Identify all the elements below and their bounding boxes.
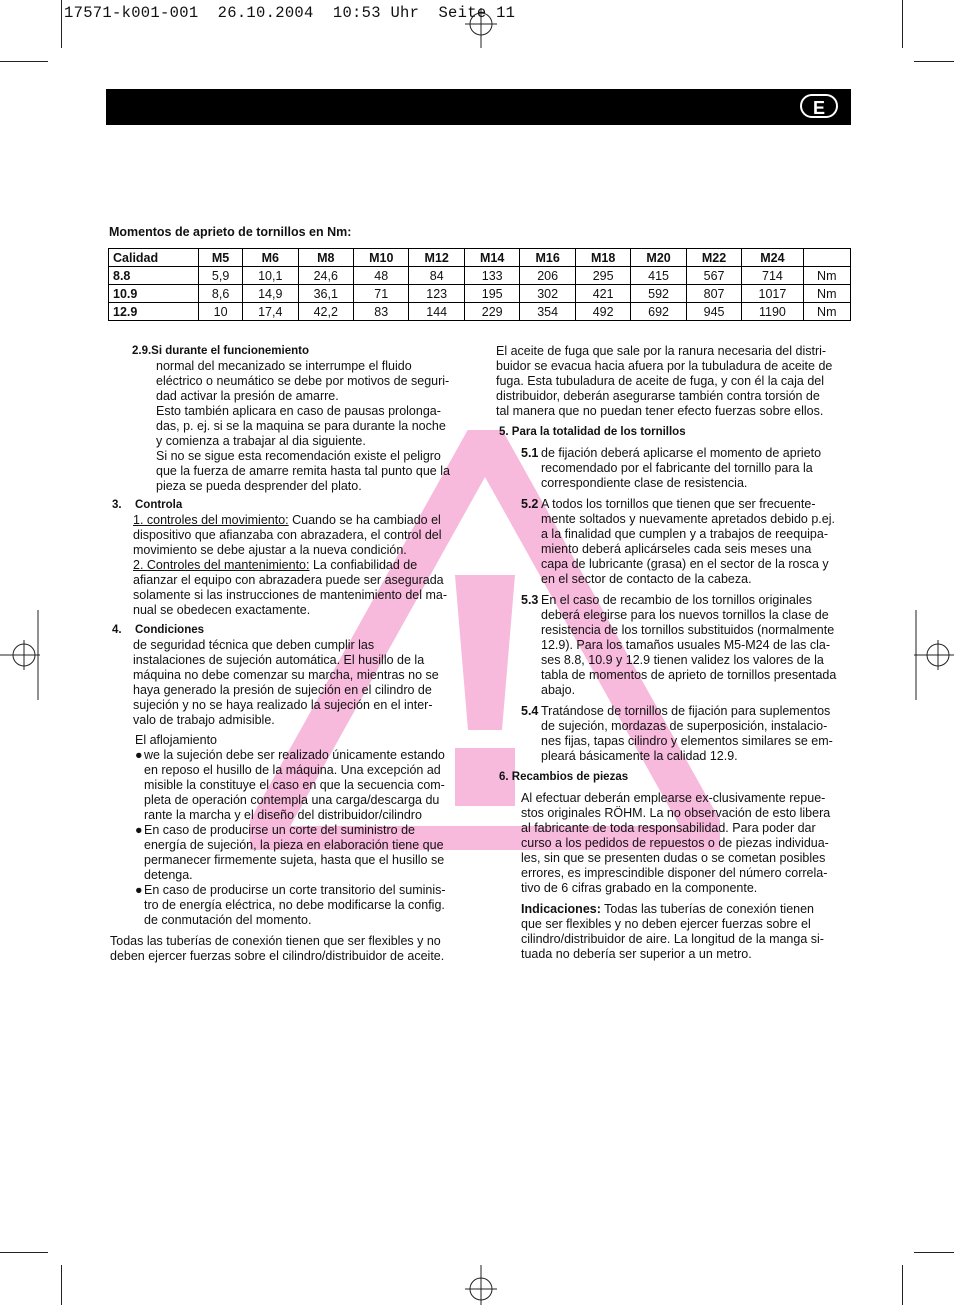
table-cell: 10: [199, 303, 243, 321]
text-line: correspondiente clase de resistencia.: [541, 476, 748, 490]
text-line: de fijación deberá aplicarse el momento de aprieto: [541, 446, 822, 460]
text-line: de seguridad técnica que deben cumplir las: [133, 638, 375, 652]
section-5-3: 5.3 En el caso de recambio de los tornillos originales deberá elegirse para los nuevos tornillos la clase de resistencia de los tornillos substituidos (normalmente 12.9). Para los tamaños usuales M5-M24 de las cla- ses 8.8, 10.9 y 12.9 tienen validez los valores de la tabla de momentos de aprieto de tornillos presentada abajo.: [521, 593, 837, 697]
crop-mark: [902, 1265, 903, 1305]
table-row: [109, 267, 851, 285]
text-line: En caso de producirse un corte transitorio del suminis-: [144, 883, 446, 897]
text-line: Tratándose de tornillos de fijación para suplementos: [541, 704, 831, 718]
table-cell: 123: [409, 285, 464, 303]
table-cell: Nm: [803, 285, 850, 303]
section-5-1: 5.1 de fijación deberá aplicarse el momento de aprieto recomendado por el fabricante del tornillo para la correspondiente clase de resistencia.: [521, 446, 822, 490]
text-line: tivo de 6 cifras grabado en la componente.: [521, 881, 758, 895]
text-line: detenga.: [144, 868, 193, 882]
text-line: que la fuerza de amarre remita hasta tal punto que la: [156, 464, 450, 478]
text-line: haya generado la presión de sujeción en el cilindro de: [133, 683, 432, 697]
table-cell: 592: [631, 285, 686, 303]
aflojamiento-label: El aflojamiento: [135, 733, 217, 747]
table-cell: M10: [354, 249, 409, 267]
table-cell: M20: [631, 249, 686, 267]
list-item: ● En caso de producirse un corte del suministro de energía de sujeción, la pieza en elaboración tiene que permanecer firmemente sujeta, hasta que el husillo se detenga.: [135, 823, 445, 882]
text-line: mente soltados y nuevamente apretados debido p.ej.: [541, 512, 835, 526]
text-line: pleará básicamente la calidad 12.9.: [541, 749, 738, 763]
table-cell: M5: [199, 249, 243, 267]
text-line: tabla de momentos de aprieto de tornillos presentada: [541, 668, 837, 682]
table-cell: 12.9: [109, 303, 199, 321]
text-line: 12.9). Para los tamaños usuales M5-M24 de las cla-: [541, 638, 831, 652]
crop-mark: [0, 61, 48, 62]
table-cell: 492: [575, 303, 630, 321]
table-cell: 1190: [742, 303, 803, 321]
section-5-title: 5. Para la totalidad de los tornillos: [499, 426, 686, 438]
registration-mark-icon: [0, 610, 40, 700]
text-line: de conmutación del momento.: [144, 913, 312, 927]
text-line: y comienza a trabajar al dia siguiente.: [156, 434, 366, 448]
table-cell: 1017: [742, 285, 803, 303]
table-cell: 17,4: [243, 303, 298, 321]
table-cell: 421: [575, 285, 630, 303]
table-cell: 10.9: [109, 285, 199, 303]
table-cell: 206: [520, 267, 575, 285]
table-cell: 48: [354, 267, 409, 285]
table-cell: M22: [686, 249, 741, 267]
text-line: eléctrico o neumático se debe por motivos de seguri-: [156, 374, 450, 388]
text-line: deberá elegirse para los nuevos tornillos la clase de: [541, 608, 829, 622]
text-line: al fabricante de toda responsabilidad. Para poder dar: [521, 821, 816, 835]
text-line: en el sector de contacto de la cabeza.: [541, 572, 752, 586]
table-cell: [803, 249, 850, 267]
text-line: resistencia de los tornillos substituidos (normalmente: [541, 623, 835, 637]
table-cell: 229: [464, 303, 519, 321]
section-6-body: [496, 791, 856, 896]
section-5-2: 5.2 A todos los tornillos que tienen que ser frecuente- mente soltados y nuevamente apretados debido p.ej. a la finalidad que cumplen y a trabajos de reequipa- miento deberá aplicárseles cada seis meses una capa de lubricante (grasa) en el sector de la rosca y en el sector de contacto de la cabeza.: [521, 497, 835, 586]
table-row: [109, 249, 851, 267]
crop-mark: [61, 0, 62, 48]
text-line: Al efectuar deberán emplearse ex-clusivamente repue-: [521, 791, 826, 805]
table-cell: M18: [575, 249, 630, 267]
table-cell: 8.8: [109, 267, 199, 285]
left-column: [110, 344, 470, 964]
table-cell: M6: [243, 249, 298, 267]
table-row: [109, 303, 851, 321]
table-row: [109, 285, 851, 303]
section-5-4: 5.4 Tratándose de tornillos de fijación para suplementos de sujeción, mordazas de superposición, instalacio- nes fijas, tapas cilindro y elementos similares se em- pleará básicamente la calidad 12.9.: [521, 704, 833, 763]
table-cell: 14,9: [243, 285, 298, 303]
text-line: ses 8.8, 10.9 y 12.9 tienen validez los valores de la: [541, 653, 824, 667]
table-cell: 133: [464, 267, 519, 285]
table-cell: 83: [354, 303, 409, 321]
table-title: Momentos de aprieto de tornillos en Nm:: [109, 225, 352, 239]
section-4-body: [110, 638, 470, 728]
text-line: abajo.: [541, 683, 576, 697]
text-line: energía de sujeción, la pieza en elaboración tiene que: [144, 838, 444, 852]
text-line: permanecer firmemente sujeta, hasta que el husillo se: [144, 853, 445, 867]
text-line: deben ejercer fuerzas sobre el cilindro/distribuidor de aceite.: [110, 949, 445, 963]
text-line: errores, es imprescindible disponer del número correla-: [521, 866, 828, 880]
text-line: sujeción y no se haya realizado la sujeción en el inter-: [133, 698, 433, 712]
text-line: fuga. Esta tubuladura de aceite de fuga, y con él la caja del: [496, 374, 825, 388]
list-item: ● we la sujeción debe ser realizado únicamente estando en reposo el husillo de la máquina. Una excepción ad misible la constituye el caso en que la secuencia com- pleta de operación contempla una carga/descarga du rante la marcha y el diseño del distribuidor/cilindro: [135, 748, 445, 822]
table-cell: 692: [631, 303, 686, 321]
table-cell: 354: [520, 303, 575, 321]
text-line: normal del mecanizado se interrumpe el fluido: [156, 359, 412, 373]
table-cell: 24,6: [298, 267, 353, 285]
text-line: dad activar la presión de amarre.: [156, 389, 339, 403]
text-line: curso a los pedidos de repuestos o de piezas individua-: [521, 836, 829, 850]
section-2-9-body: [110, 359, 470, 494]
text-line: máquina no debe comenzar su marcha, mientras no se: [133, 668, 439, 682]
indicaciones: Indicaciones: Todas las tuberías de conexión tienen que ser flexibles y no deben ejercer fuerzas sobre el cilindro/distribuidor de aire. La longitud de la manga si- tuada no debería ser superior a un metro.: [521, 902, 824, 961]
text-line: buidor se evacua hacia afuera por la tubuladura de aceite de: [496, 359, 833, 373]
table-cell: M8: [298, 249, 353, 267]
crop-mark: [0, 1252, 48, 1253]
closing-note: [110, 934, 470, 964]
text-line: stos originales RÖHM. La no observación de esto libera: [521, 806, 831, 820]
table-cell: 71: [354, 285, 409, 303]
text-line: tal manera que no puedan tener efecto fuerzas sobre ellos.: [496, 404, 824, 418]
text-line: misible la constituye el caso en que la secuencia com-: [144, 778, 445, 792]
text-line: En el caso de recambio de los tornillos originales: [541, 593, 812, 607]
table-cell: M12: [409, 249, 464, 267]
crop-mark: [902, 0, 903, 48]
text-line: Todas las tuberías de conexión tienen que ser flexibles y no: [110, 934, 441, 948]
text-line: pieza se pueda desprender del plato.: [156, 479, 362, 493]
text-line: rante la marcha y el diseño del distribuidor/cilindro: [144, 808, 422, 822]
text-line: a la finalidad que cumplen y a trabajos de reequipa-: [541, 527, 828, 541]
section-6-title: 6. Recambios de piezas: [499, 771, 629, 783]
table-cell: Nm: [803, 303, 850, 321]
text-line: recomendado por el fabricante del tornillo para la: [541, 461, 813, 475]
section-4-heading: 4. Condiciones: [112, 624, 205, 636]
language-badge: E: [800, 94, 838, 118]
bullet-list: [110, 748, 470, 928]
text-line: Si no se sigue esta recomendación existe el peligro: [156, 449, 441, 463]
text-line: tro de energía eléctrica, no debe modificarse la config.: [144, 898, 445, 912]
text-line: instalaciones de sujeción automática. El husillo de la: [133, 653, 425, 667]
section-3-heading: 3. Controla: [112, 499, 183, 511]
text-line: de sujeción, mordazas de superposición, instalacio-: [541, 719, 828, 733]
table-cell: 5,9: [199, 267, 243, 285]
text-line: miento deberá aplicárseles cada seis meses una: [541, 542, 812, 556]
table-cell: 84: [409, 267, 464, 285]
list-item: ● En caso de producirse un corte transitorio del suminis- tro de energía eléctrica, no debe modificarse la config. de conmutación del momento.: [135, 883, 446, 927]
intro-paragraph: [496, 344, 856, 419]
table-cell: 42,2: [298, 303, 353, 321]
table-cell: 144: [409, 303, 464, 321]
table-cell: 36,1: [298, 285, 353, 303]
text-line: El aceite de fuga que sale por la ranura necesaria del distri-: [496, 344, 827, 358]
table-cell: 295: [575, 267, 630, 285]
table-cell: 8,6: [199, 285, 243, 303]
right-column: [496, 344, 856, 962]
table-cell: 195: [464, 285, 519, 303]
table-cell: Nm: [803, 267, 850, 285]
table-cell: M24: [742, 249, 803, 267]
text-line: we la sujeción debe ser realizado únicamente estando: [144, 748, 445, 762]
table-cell: 714: [742, 267, 803, 285]
table-cell: 807: [686, 285, 741, 303]
table-cell: 567: [686, 267, 741, 285]
crop-mark: [914, 61, 954, 62]
print-slug: 17571-k001-001 26.10.2004 10:53 Uhr Seite 11: [64, 4, 516, 22]
text-line: en reposo el husillo de la máquina. Una excepción ad: [144, 763, 441, 777]
text-line: pleta de operación contempla una carga/descarga du: [144, 793, 440, 807]
torque-table: [108, 248, 851, 321]
registration-mark-icon: [465, 1265, 497, 1305]
table-cell: M16: [520, 249, 575, 267]
text-line: das, p. ej. si se la maquina se para durante la noche: [156, 419, 446, 433]
text-line: capa de lubricante (grasa) en el sector de la rosca y: [541, 557, 829, 571]
section-2-9-title: 2.9.Si durante el funcionemiento: [132, 345, 310, 357]
section-3-body: 1. controles del movimiento: Cuando se ha cambiado el dispositivo que afianzaba con abrazadera, el control del movimiento se debe ajustar a la nueva condición. 2. Controles del mantenimiento: La confiabilidad de afianzar el equipo con abrazadera puede ser asegurada solamente si las instrucciones de mantenimiento del ma- nual se obedecen exactamente.: [133, 513, 448, 617]
table-cell: 302: [520, 285, 575, 303]
crop-mark: [914, 1252, 954, 1253]
table-cell: 945: [686, 303, 741, 321]
table-cell: 10,1: [243, 267, 298, 285]
text-line: valo de trabajo admisible.: [133, 713, 275, 727]
table-cell: 415: [631, 267, 686, 285]
registration-mark-icon: [914, 610, 954, 700]
table-cell: M14: [464, 249, 519, 267]
header-bar: [106, 89, 851, 125]
text-line: nes fijas, tapas cilindro y elementos similares se em-: [541, 734, 833, 748]
text-line: les, sin que se presenten dudas o se cometan posibles: [521, 851, 826, 865]
text-line: En caso de producirse un corte del suministro de: [144, 823, 415, 837]
table-cell: Calidad: [109, 249, 199, 267]
crop-mark: [61, 1265, 62, 1305]
text-line: distribuidor, deberán asegurarse también contra torsión de: [496, 389, 820, 403]
text-line: Esto también aplicara en caso de pausas prolonga-: [156, 404, 441, 418]
text-line: A todos los tornillos que tienen que ser frecuente-: [541, 497, 816, 511]
